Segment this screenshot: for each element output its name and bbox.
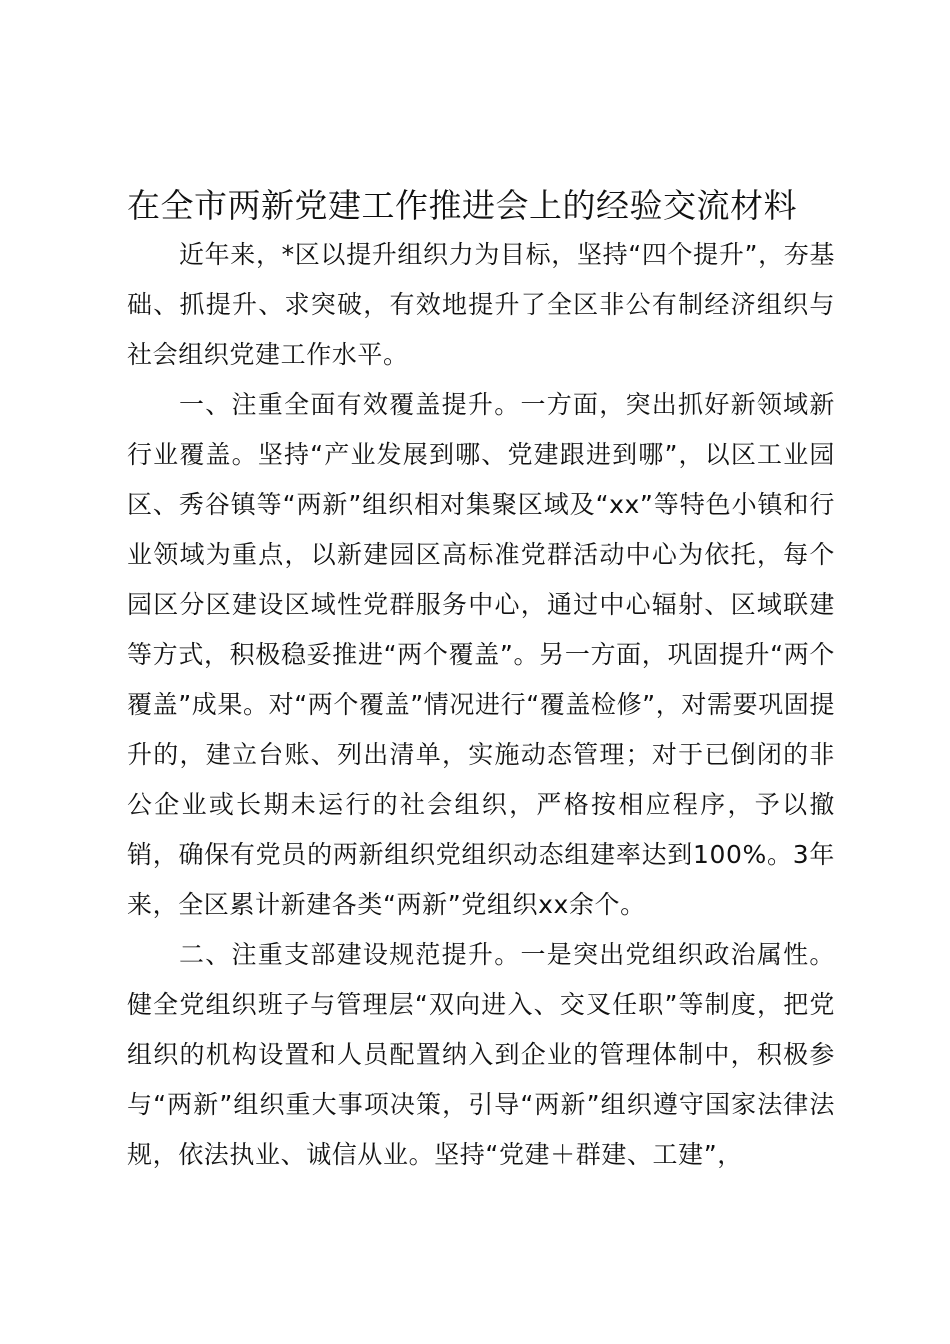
paragraph-section-1: 一、注重全面有效覆盖提升。一方面，突出抓好新领域新行业覆盖。坚持“产业发展到哪、党建跟进到哪”，以区工业园区、秀谷镇等“两新”组织相对集聚区域及“xx”等特色小镇和行业领域为重点，以新建园区高标准党群活动中心为依托，每个园区分区建设区域性党群服务中心，通过中心辐射、区域联建等方式，积极稳妥推进“两个覆盖”。另一方面，巩固提升“两个覆盖”成果。对“两个覆盖”情况进行“覆盖检修”，对需要巩固提升的，建立台账、列出清单，实施动态管理；对于已倒闭的非公企业或长期未运行的社会组织，严格按相应程序，予以撤销，确保有党员的两新组织党组织动态组建率达到100%。3年来，全区累计新建各类“两新”党组织xx余个。 bbox=[127, 390, 835, 919]
document-title: 在全市两新党建工作推进会上的经验交流材料 bbox=[127, 186, 797, 225]
paragraph-section-2: 二、注重支部建设规范提升。一是突出党组织政治属性。健全党组织班子与管理层“双向进入、交叉任职”等制度，把党组织的机构设置和人员配置纳入到企业的管理体制中，积极参与“两新”组织重大事项决策，引导“两新”组织遵守国家法律法规，依法执业、诚信从业。坚持“党建＋群建、工建”， bbox=[127, 940, 835, 1169]
paragraph-intro: 近年来，*区以提升组织力为目标，坚持“四个提升”，夯基础、抓提升、求突破，有效地提升了全区非公有制经济组织与社会组织党建工作水平。 bbox=[127, 240, 835, 369]
document-body bbox=[127, 230, 835, 1180]
